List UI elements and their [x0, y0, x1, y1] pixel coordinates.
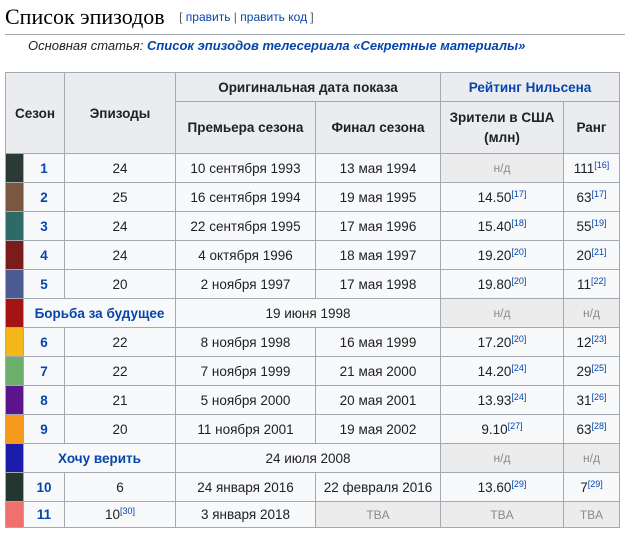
finale-date: 17 мая 1996	[316, 212, 441, 241]
premiere-date: 2 ноября 1997	[176, 270, 316, 299]
season-number-cell	[24, 357, 65, 386]
table-row	[6, 357, 620, 386]
reference-link[interactable]: [20]	[511, 333, 527, 344]
episodes-count: 25	[65, 183, 176, 212]
episodes-count: 24	[65, 241, 176, 270]
episodes-count: 22	[65, 357, 176, 386]
rank-value: 7[29]	[564, 473, 620, 502]
episodes-count: 24	[65, 212, 176, 241]
film-title-cell	[24, 444, 176, 473]
season-number-cell	[24, 386, 65, 415]
season-color-swatch	[6, 183, 24, 212]
finale-date: 16 мая 1999	[316, 328, 441, 357]
table-row	[6, 386, 620, 415]
reference-link[interactable]: [22]	[591, 275, 607, 286]
season-color-swatch	[6, 473, 24, 502]
season-color-swatch	[6, 502, 24, 528]
viewers-value: TBA	[441, 502, 564, 528]
premiere-date: 4 октября 1996	[176, 241, 316, 270]
header-rank: Ранг	[564, 102, 620, 154]
rank-value: н/д	[564, 444, 620, 473]
header-viewers: Зрители в США (млн)	[441, 102, 564, 154]
table-row	[6, 183, 620, 212]
viewers-value: 13.60[29]	[441, 473, 564, 502]
season-number-cell	[24, 502, 65, 528]
viewers-value: н/д	[441, 444, 564, 473]
rank-value: 11[22]	[564, 270, 620, 299]
reference-link[interactable]: [20]	[511, 246, 527, 257]
episodes-count: 10[30]	[65, 502, 176, 528]
header-original-air: Оригинальная дата показа	[176, 73, 441, 102]
episodes-count: 22	[65, 328, 176, 357]
viewers-value: н/д	[441, 299, 564, 328]
reference-link[interactable]: [28]	[591, 420, 607, 431]
reference-link[interactable]: [30]	[120, 506, 136, 516]
table-row	[6, 473, 620, 502]
reference-link[interactable]: [29]	[587, 478, 603, 489]
season-link[interactable]: 9	[40, 421, 48, 437]
rank-value: 31[26]	[564, 386, 620, 415]
season-link[interactable]: 4	[40, 247, 48, 263]
season-number-cell	[24, 154, 65, 183]
season-color-swatch	[6, 328, 24, 357]
viewers-value: 14.50[17]	[441, 183, 564, 212]
season-color-swatch	[6, 386, 24, 415]
season-link[interactable]: 5	[40, 276, 48, 292]
season-color-swatch	[6, 212, 24, 241]
table-row	[6, 415, 620, 444]
rank-value: TBA	[564, 502, 620, 528]
table-row	[6, 154, 620, 183]
reference-link[interactable]: [21]	[591, 246, 607, 257]
season-color-swatch	[6, 154, 24, 183]
film-title-link[interactable]: Борьба за будущее	[34, 305, 165, 321]
season-link[interactable]: 2	[40, 189, 48, 205]
table-row	[6, 241, 620, 270]
finale-date: TBA	[316, 502, 441, 528]
reference-link[interactable]: [29]	[511, 478, 527, 489]
reference-link[interactable]: [16]	[594, 159, 610, 170]
premiere-date: 3 января 2018	[176, 502, 316, 528]
reference-link[interactable]: [17]	[511, 188, 527, 199]
season-link[interactable]: 7	[40, 363, 48, 379]
episodes-count: 21	[65, 386, 176, 415]
viewers-value: 17.20[20]	[441, 328, 564, 357]
main-article-link[interactable]: Список эпизодов телесериала «Секретные материалы»	[146, 38, 526, 53]
edit-code-link[interactable]: править код	[240, 10, 308, 24]
reference-link[interactable]: [18]	[511, 217, 527, 228]
edit-link[interactable]: править	[185, 10, 231, 24]
viewers-value: 9.10[27]	[441, 415, 564, 444]
rank-value: 111[16]	[564, 154, 620, 183]
table-row	[6, 502, 620, 528]
reference-link[interactable]: [26]	[591, 391, 607, 402]
viewers-value: 19.20[20]	[441, 241, 564, 270]
premiere-date: 8 ноября 1998	[176, 328, 316, 357]
table-row	[6, 444, 620, 473]
season-link[interactable]: 1	[40, 160, 48, 176]
season-link[interactable]: 11	[36, 507, 52, 522]
episodes-count: 20	[65, 270, 176, 299]
section-heading	[5, 2, 625, 35]
viewers-value: 15.40[18]	[441, 212, 564, 241]
season-link[interactable]: 8	[40, 392, 48, 408]
viewers-value: 19.80[20]	[441, 270, 564, 299]
season-color-swatch	[6, 357, 24, 386]
table-row	[6, 270, 620, 299]
reference-link[interactable]: [27]	[507, 420, 523, 431]
season-number-cell	[24, 328, 65, 357]
season-link[interactable]: 6	[40, 334, 48, 350]
episodes-table	[5, 72, 620, 528]
finale-date: 22 февраля 2016	[316, 473, 441, 502]
header-finale: Финал сезона	[316, 102, 441, 154]
table-row	[6, 328, 620, 357]
rank-value: 63[28]	[564, 415, 620, 444]
header-nielsen	[441, 73, 620, 102]
finale-date: 13 мая 1994	[316, 154, 441, 183]
viewers-value: 14.20[24]	[441, 357, 564, 386]
episodes-count: 6	[65, 473, 176, 502]
table-row	[6, 299, 620, 328]
viewers-value: 13.93[24]	[441, 386, 564, 415]
finale-date: 19 мая 1995	[316, 183, 441, 212]
rank-value: 12[23]	[564, 328, 620, 357]
finale-date: 19 мая 2002	[316, 415, 441, 444]
premiere-date: 24 января 2016	[176, 473, 316, 502]
premiere-date: 5 ноября 2000	[176, 386, 316, 415]
season-number-cell	[24, 212, 65, 241]
season-link[interactable]: 10	[36, 479, 52, 495]
film-date: 24 июля 2008	[176, 444, 441, 473]
rank-value: 29[25]	[564, 357, 620, 386]
season-number-cell	[24, 473, 65, 502]
header-episodes: Эпизоды	[65, 73, 176, 154]
finale-date: 17 мая 1998	[316, 270, 441, 299]
hatnote: Основная статья: Список эпизодов телесериала «Секретные материалы»	[28, 38, 526, 53]
season-color-swatch	[6, 415, 24, 444]
reference-link[interactable]: [20]	[511, 275, 527, 286]
reference-link[interactable]: [24]	[511, 391, 527, 402]
season-color-swatch	[6, 299, 24, 328]
finale-date: 18 мая 1997	[316, 241, 441, 270]
episodes-count: 20	[65, 415, 176, 444]
season-number-cell	[24, 415, 65, 444]
nielsen-link[interactable]: Рейтинг Нильсена	[468, 79, 592, 95]
rank-value: 55[19]	[564, 212, 620, 241]
header-season: Сезон	[6, 73, 65, 154]
premiere-date: 16 сентября 1994	[176, 183, 316, 212]
finale-date: 20 мая 2001	[316, 386, 441, 415]
premiere-date: 7 ноября 1999	[176, 357, 316, 386]
premiere-date: 10 сентября 1993	[176, 154, 316, 183]
season-number-cell	[24, 183, 65, 212]
rank-value: 63[17]	[564, 183, 620, 212]
season-color-swatch	[6, 270, 24, 299]
reference-link[interactable]: [25]	[591, 362, 607, 373]
table-body	[6, 154, 620, 528]
rank-value: 20[21]	[564, 241, 620, 270]
premiere-date: 11 ноября 2001	[176, 415, 316, 444]
season-color-swatch	[6, 241, 24, 270]
premiere-date: 22 сентября 1995	[176, 212, 316, 241]
reference-link[interactable]: [24]	[511, 362, 527, 373]
edit-section-links: [ править | править код ]	[179, 10, 314, 24]
finale-date: 21 мая 2000	[316, 357, 441, 386]
episodes-count: 24	[65, 154, 176, 183]
section-title: Список эпизодов	[5, 4, 165, 29]
film-date: 19 июня 1998	[176, 299, 441, 328]
rank-value: н/д	[564, 299, 620, 328]
header-premiere: Премьера сезона	[176, 102, 316, 154]
table-row	[6, 212, 620, 241]
film-title-cell	[24, 299, 176, 328]
season-color-swatch	[6, 444, 24, 473]
reference-link[interactable]: [23]	[591, 333, 607, 344]
season-number-cell	[24, 241, 65, 270]
film-title-link[interactable]: Хочу верить	[58, 450, 141, 466]
reference-link[interactable]: [19]	[591, 217, 607, 228]
season-number-cell	[24, 270, 65, 299]
season-link[interactable]: 3	[40, 218, 48, 234]
reference-link[interactable]: [17]	[591, 188, 607, 199]
viewers-value: н/д	[441, 154, 564, 183]
